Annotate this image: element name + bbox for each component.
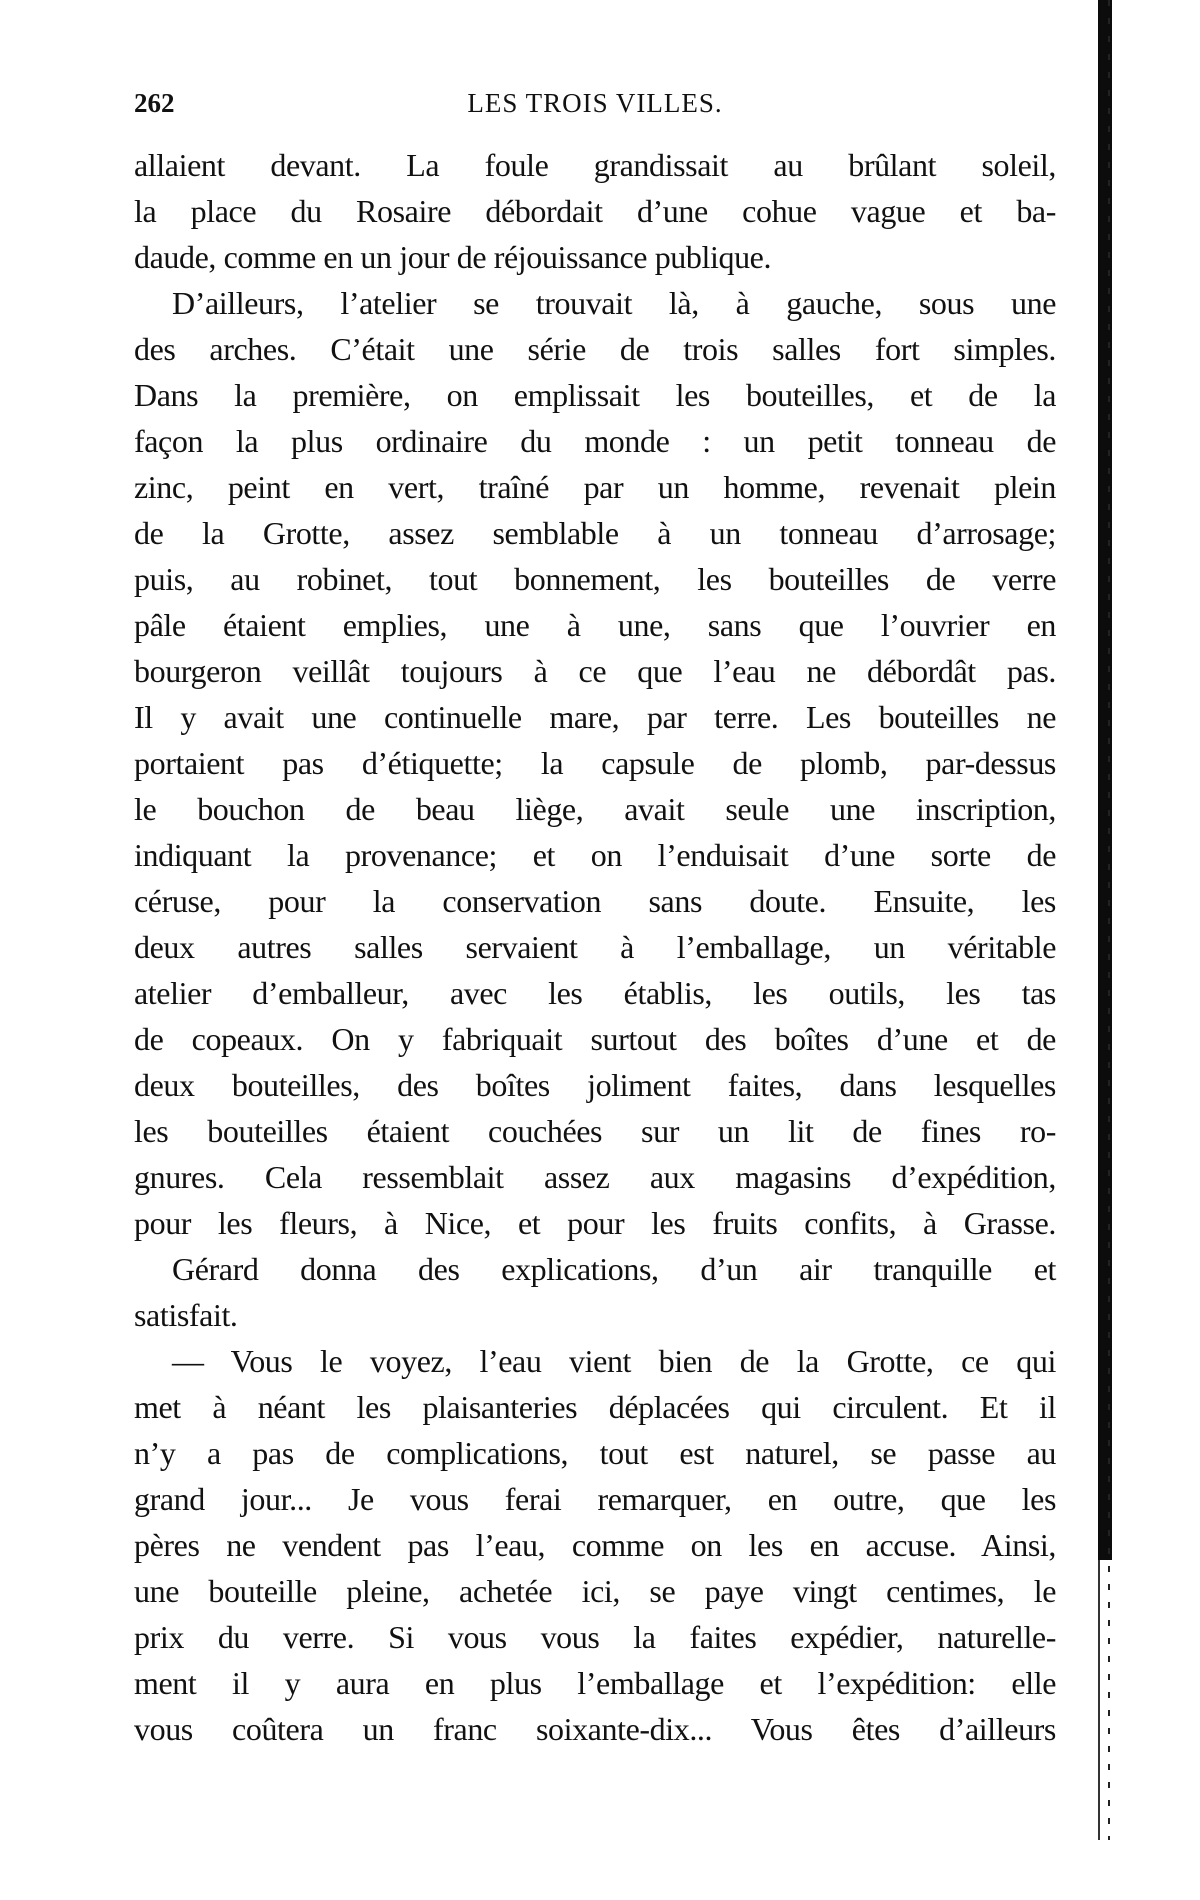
running-title: LES TROIS VILLES. bbox=[467, 88, 723, 118]
text-line: daude, comme en un jour de réjouissance publique. bbox=[134, 239, 772, 275]
text-line: bourgeron veillât toujours à ce que l’eau ne débordât pas. bbox=[134, 653, 1056, 689]
text-line: atelier d’emballeur, avec les établis, les outils, les tas bbox=[134, 975, 1056, 1011]
text-line: céruse, pour la conservation sans doute. Ensuite, les bbox=[134, 883, 1056, 919]
text-line: ment il y aura en plus l’emballage et l’expédition: elle bbox=[134, 1665, 1056, 1701]
text-line: — Vous le voyez, l’eau vient bien de la Grotte, ce qui bbox=[172, 1343, 1056, 1379]
text-line: pères ne vendent pas l’eau, comme on les en accuse. Ainsi, bbox=[134, 1527, 1056, 1563]
text-line: Il y avait une continuelle mare, par terre. Les bouteilles ne bbox=[134, 699, 1056, 735]
text-line: des arches. C’était une série de trois salles fort simples. bbox=[134, 331, 1056, 367]
text-line: gnures. Cela ressemblait assez aux magasins d’expédition, bbox=[134, 1159, 1056, 1195]
text-line: D’ailleurs, l’atelier se trouvait là, à gauche, sous une bbox=[172, 285, 1056, 321]
text-line: met à néant les plaisanteries déplacées qui circulent. Et il bbox=[134, 1389, 1056, 1425]
page-edge-line bbox=[1098, 1560, 1100, 1840]
text-line: pour les fleurs, à Nice, et pour les fruits confits, à Grasse. bbox=[134, 1205, 1056, 1241]
text-line: vous coûtera un franc soixante-dix... Vous êtes d’ailleurs bbox=[134, 1711, 1056, 1747]
text-line: la place du Rosaire débordait d’une cohue vague et ba- bbox=[134, 193, 1056, 229]
page-number: 262 bbox=[134, 88, 175, 118]
text-line: de copeaux. On y fabriquait surtout des boîtes d’une et de bbox=[134, 1021, 1056, 1057]
text-line: deux bouteilles, des boîtes joliment faites, dans lesquelles bbox=[134, 1067, 1056, 1103]
running-header bbox=[134, 88, 1056, 124]
text-line: zinc, peint en vert, traîné par un homme, revenait plein bbox=[134, 469, 1056, 505]
page-body-text bbox=[134, 142, 1056, 1752]
text-line: indiquant la provenance; et on l’enduisait d’une sorte de bbox=[134, 837, 1056, 873]
text-line: pâle étaient emplies, une à une, sans que l’ouvrier en bbox=[134, 607, 1056, 643]
text-line: grand jour... Je vous ferai remarquer, en outre, que les bbox=[134, 1481, 1056, 1517]
text-line: allaient devant. La foule grandissait au brûlant soleil, bbox=[134, 147, 1056, 183]
text-line: les bouteilles étaient couchées sur un lit de fines ro- bbox=[134, 1113, 1056, 1149]
page-edge-marks bbox=[1108, 0, 1110, 1840]
text-line: portaient pas d’étiquette; la capsule de plomb, par-dessus bbox=[134, 745, 1056, 781]
text-line: façon la plus ordinaire du monde : un petit tonneau de bbox=[134, 423, 1056, 459]
text-line: deux autres salles servaient à l’emballage, un véritable bbox=[134, 929, 1056, 965]
text-line: une bouteille pleine, achetée ici, se paye vingt centimes, le bbox=[134, 1573, 1056, 1609]
text-line: prix du verre. Si vous vous la faites expédier, naturelle- bbox=[134, 1619, 1056, 1655]
text-line: le bouchon de beau liège, avait seule une inscription, bbox=[134, 791, 1056, 827]
text-line: Gérard donna des explications, d’un air tranquille et bbox=[172, 1251, 1056, 1287]
text-line: Dans la première, on emplissait les bouteilles, et de la bbox=[134, 377, 1056, 413]
text-line: de la Grotte, assez semblable à un tonneau d’arrosage; bbox=[134, 515, 1056, 551]
text-line: n’y a pas de complications, tout est naturel, se passe au bbox=[134, 1435, 1056, 1471]
text-line: puis, au robinet, tout bonnement, les bouteilles de verre bbox=[134, 561, 1056, 597]
text-line: satisfait. bbox=[134, 1297, 238, 1333]
